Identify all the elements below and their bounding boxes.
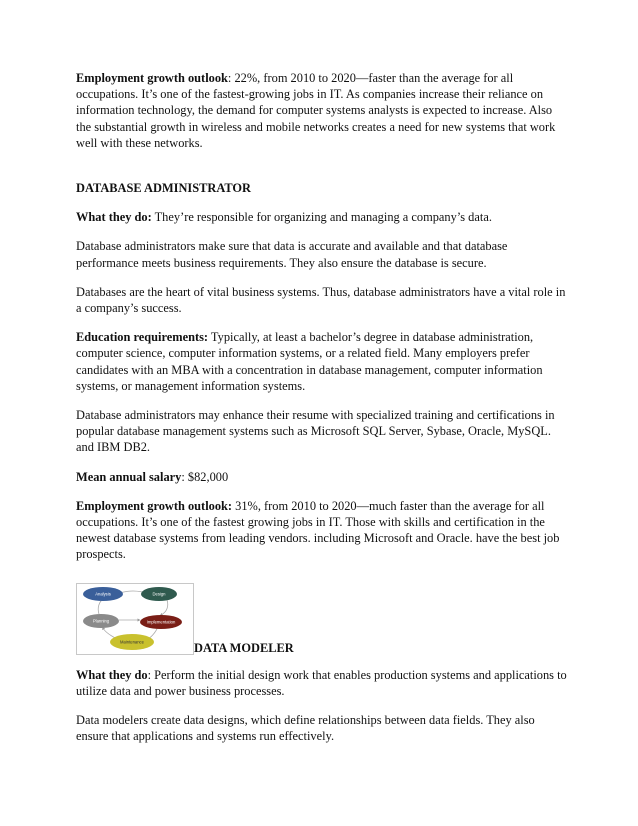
data-modeler-heading: DATA MODELER bbox=[194, 641, 294, 656]
dba-salary-label: Mean annual salary bbox=[76, 469, 182, 484]
dba-edu-text: Typically, at least a bachelor’s degree in database administration, computer science, computer information systems, or a related field. Many employers prefer candidates with an MBA with a concentration in database management, computer information systems, or management information systems. bbox=[76, 330, 543, 393]
dba-education-paragraph bbox=[76, 329, 568, 394]
dba-what-label: What they do: bbox=[76, 210, 152, 225]
node-label-maintenance: Maintenance bbox=[120, 639, 144, 645]
node-label-implementation: Implementation bbox=[146, 619, 176, 625]
node-label-analysis: Analysis bbox=[95, 591, 111, 597]
arrow-design-implementation bbox=[161, 600, 168, 615]
dm-what-label: What they do bbox=[76, 667, 148, 682]
dba-what-paragraph bbox=[76, 209, 568, 225]
dba-edu-label: Education requirements: bbox=[76, 330, 209, 345]
dba-growth-label: Employment growth outlook: bbox=[76, 498, 233, 513]
node-label-planning: Planning bbox=[92, 618, 110, 624]
document-page bbox=[76, 70, 568, 757]
dba-paragraph-1: Database administrators make sure that data is accurate and available and that database performance meets business requirements. They also ensure the database is secure. bbox=[76, 239, 508, 270]
figure-row bbox=[76, 583, 568, 655]
dba-salary-text: : $82,000 bbox=[181, 469, 229, 484]
dba-paragraph-2: Databases are the heart of vital business systems. Thus, database administrators have a vital role in a company’s success. bbox=[76, 284, 566, 316]
dba-salary-paragraph bbox=[76, 469, 568, 485]
dm-paragraph-1: Data modelers create data designs, which define relationships between data fields. They also ensure that applications and systems run effectively. bbox=[76, 713, 535, 744]
dba-what-text: They’re responsible for organizing and managing a company’s data. bbox=[151, 210, 492, 225]
sys-analyst-growth-paragraph bbox=[76, 70, 568, 151]
growth-text: : 22%, from 2010 to 2020—faster than the average for all occupations. It’s one of the fastest-growing jobs in IT. As companies increase their reliance on information technology, the demand for computer systems analysts is expected to increase. Also the substantial growth in wireless and mobile networks creates a need for new systems that work well with these networks. bbox=[76, 71, 556, 150]
growth-label: Employment growth outlook bbox=[76, 71, 228, 85]
node-label-design: Design bbox=[152, 591, 166, 597]
sdlc-cycle-diagram bbox=[76, 583, 194, 655]
dba-paragraph-3: Database administrators may enhance their resume with specialized training and certifications in popular database management systems such as Microsoft SQL Server, Sybase, Oracle, MySQL. and IBM DB2. bbox=[76, 408, 555, 455]
dba-heading: DATABASE ADMINISTRATOR bbox=[76, 181, 251, 196]
dm-what-text: : Perform the initial design work that enables production systems and applications to utilize data and power business processes. bbox=[76, 667, 567, 698]
sdlc-cycle-svg bbox=[77, 584, 193, 654]
dba-growth-paragraph bbox=[76, 498, 568, 563]
dba-growth-text: 31%, from 2010 to 2020—much faster than the average for all occupations. It’s one of the fastest growing jobs in IT. Those with skills and certification in the newest database systems from leading vendors. including Microsoft and Oracle. have the best job prospects. bbox=[76, 498, 560, 562]
arrow-planning-analysis bbox=[98, 599, 103, 614]
dm-what-paragraph bbox=[76, 667, 568, 699]
